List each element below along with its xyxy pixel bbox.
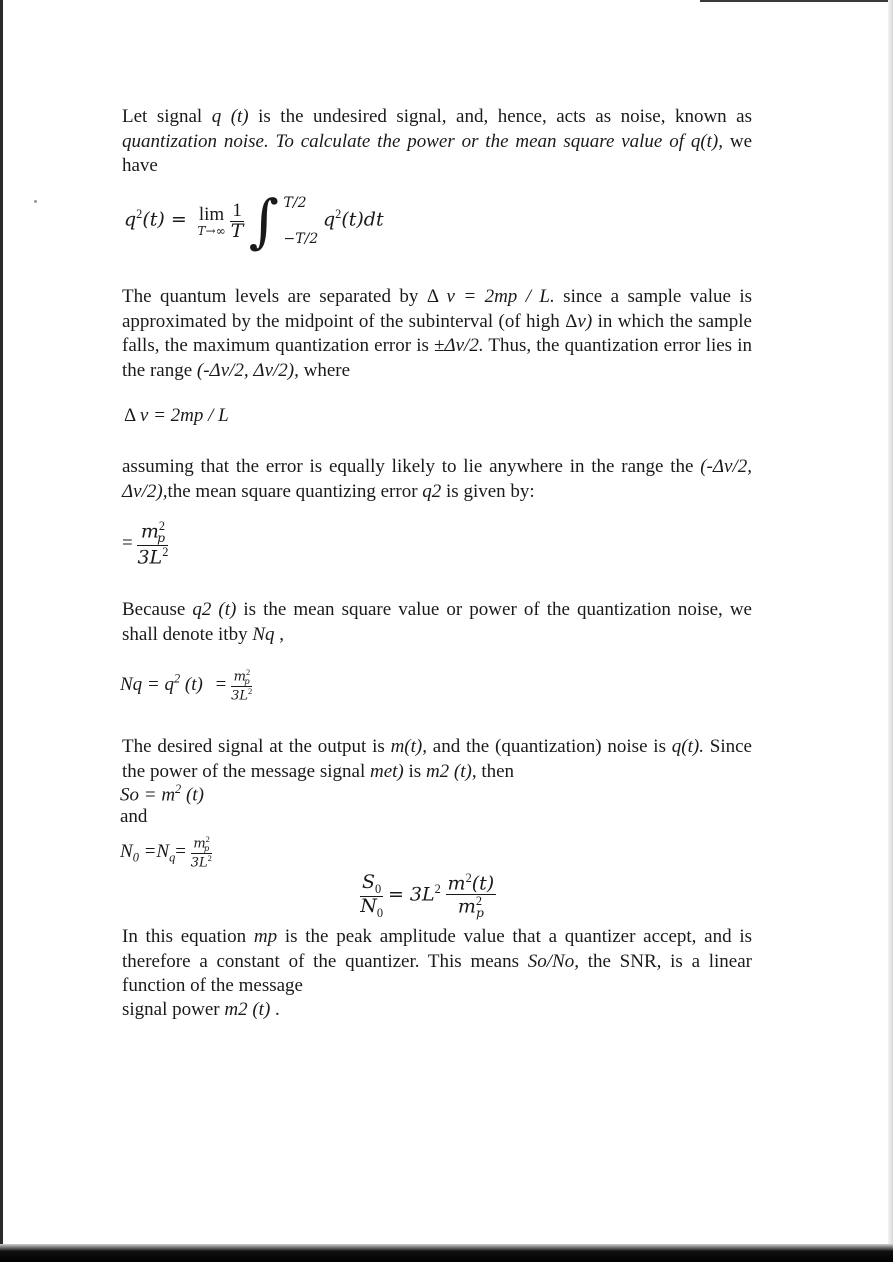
scan-top-edge bbox=[700, 0, 893, 2]
fraction-m2-mp2: $\frac{m^2(t)}{m^2_p}$ bbox=[447, 871, 495, 921]
fraction-s0-n0: $\frac{S_0}{N_0}$ bbox=[360, 870, 383, 920]
fraction-n0: $\frac{m^2_p}{3L^2}$ bbox=[190, 834, 212, 871]
equation-n0: $N_0 =N_q=$ $\frac{m^2_p}{3L^2}$ bbox=[120, 834, 212, 871]
paragraph-desired-signal: The desired signal at the output is m(t), and the (quantization) noise is q(t). Since the power of the message signal met) is m2 (t), then bbox=[122, 736, 752, 782]
equation-nq: $Nq = q^2$ (t) = $\frac{m^2_p}{3L^2}$ bbox=[120, 667, 253, 704]
scan-left-edge bbox=[0, 0, 3, 1262]
paragraph-signal-power: signal power m2 (t) . bbox=[122, 999, 280, 1020]
equation-snr: $\frac{S_0}{N_0}$ = $3L^2$ $\frac{m^2(t)}{m^2_p}$ bbox=[360, 870, 495, 921]
scan-right-edge bbox=[888, 0, 893, 1262]
and-label: and bbox=[120, 806, 148, 827]
fraction-one-over-t: $\frac{1}{T}$ bbox=[230, 199, 244, 242]
equation-so: $So = m^2$ (t) bbox=[120, 782, 204, 806]
scan-bottom-edge bbox=[0, 1244, 893, 1262]
fraction-mp-over-3l: $\frac{m^2_p}{3L^2}$ bbox=[137, 519, 169, 569]
paragraph-assuming: assuming that the error is equally likely to lie anywhere in the range the (-Δv/2, Δv/2),the mean square quantizing error q2 is given by: bbox=[122, 456, 752, 502]
paragraph-quantum-levels: The quantum levels are separated by Δ v = 2mp / L. since a sample value is approximated by the midpoint of the subinterval (of high Δv) in which the sample falls, the maximum quantization error is ±Δv/2. Thus, the quantization error lies in the range (-Δv/2, Δv/2), where bbox=[122, 286, 753, 381]
paragraph-because: Because q2 (t) is the mean square value or power of the quantization noise, we shall denote itby Nq , bbox=[122, 599, 752, 645]
integral-limits: T/2 −T/2 bbox=[283, 195, 319, 247]
fraction-nq: $\frac{m^2_p}{3L^2}$ bbox=[231, 667, 253, 704]
paragraph-in-this-equation: In this equation mp is the peak amplitude value that a quantizer accept, and is therefore a constant of the quantizer. This means So/No, the SNR, is a linear function of the message bbox=[122, 926, 753, 996]
integral-sign: ∫ bbox=[248, 187, 279, 255]
equation-delta-v: Δ v = 2mp / L bbox=[124, 405, 229, 426]
equation-mean-square: $q^2(t)$ = lim T→∞ $\frac{1}{T}$ ∫ T/2 −T/2 $q^2(t)dt$ bbox=[124, 187, 384, 255]
paragraph-intro: Let signal q (t) is the undesired signal, and, hence, acts as noise, known as quantization noise. To calculate the power or the mean square value of q(t), we have bbox=[122, 106, 753, 176]
equation-mean-square-error: = $\frac{m^2_p}{3L^2}$ bbox=[122, 519, 169, 569]
scan-speck bbox=[34, 200, 37, 203]
limit-operator: lim T→∞ bbox=[197, 203, 226, 239]
